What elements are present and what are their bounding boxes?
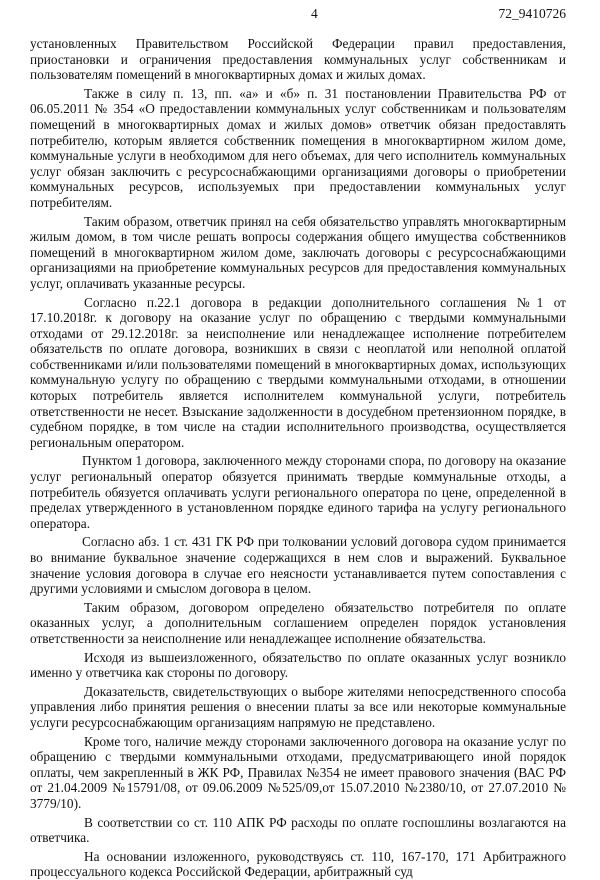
paragraph: Пунктом 1 договора, заключенного между сторонами спора, по договору на оказание услуг региональный оператор обязуется принимать твердые коммунальные отходы, а потребитель обязуется оплачивать услуги регионального оператора по цене, определенной в пределах утвержденного в установленном порядке единого тарифа на услугу регионального оператора. [30, 453, 566, 531]
paragraph: Также в силу п. 13, пп. «а» и «б» п. 31 постановлении Правительства РФ от 06.05.2011 № 354 «О предоставлении коммунальных услуг собственникам и пользователям помещений в многоквартирных домах и жилых домов» ответчик обязан предоставлять потребителю, которым является собственник помещения в многоквартирном жилом доме, коммунальные услуги в необходимом для него объемах, для чего исполнитель коммунальных услуг обязан заключить с ресурсоснабжающими организациями договоры о приобретении коммунальных ресурсов, используемых при предоставлении коммунальных услуг потребителям. [30, 85, 566, 210]
paragraph: В соответствии со ст. 110 АПК РФ расходы по оплате госпошлины возлагаются на ответчика. [30, 814, 566, 846]
paragraph: На основании изложенного, руководствуясь ст. 110, 167-170, 171 Арбитражного процессуального кодекса Российской Федерации, арбитражный суд [30, 848, 566, 880]
page-header [30, 0, 566, 36]
document-id: 72_9410726 [498, 6, 566, 21]
paragraph: установленных Правительством Российской Федерации правил предоставления, приостановки и ограничения предоставления коммунальных услуг собственникам и пользователям помещений в многоквартирных домах и жилых домах. [30, 36, 566, 83]
paragraph: Доказательств, свидетельствующих о выборе жителями непосредственного способа управления либо принятия решения о внесении платы за все или некоторые коммунальные услуги ресурсоснабжающим организациям напрямую не представлено. [30, 683, 566, 730]
paragraph: Кроме того, наличие между сторонами заключенного договора на оказание услуг по обращению с твердыми коммунальными отходами, предусматривающего иной порядок оплаты, чем закрепленный в ЖК РФ, Правилах №354 не имеет правового значения (ВАС РФ от 21.04.2009 №15791/08, от 09.06.2009 №525/09,от 15.07.2010 №2380/10, от 27.07.2010 № 3779/10). [30, 733, 566, 811]
paragraph: Исходя из вышеизложенного, обязательство по оплате оказанных услуг возникло именно у ответчика как стороны по договору. [30, 649, 566, 681]
paragraph: Таким образом, ответчик принял на себя обязательство управлять многоквартирным жилым домом, в том числе решать вопросы содержания общего имущества собственников помещений в многоквартирном жилом доме, заключать договоры с ресурсоснабжающими организациями на приобретение коммунальных ресурсов для предоставления коммунальных услуг, оплачивать указанные ресурсы. [30, 213, 566, 291]
paragraph: Таким образом, договором определено обязательство потребителя по оплате оказанных услуг, а дополнительным соглашением определен порядок установления ответственности за неисполнение или ненадлежащее исполнение обязательства. [30, 599, 566, 646]
document-body [30, 36, 566, 880]
paragraph: Согласно п.22.1 договора в редакции дополнительного соглашения №1 от 17.10.2018г. к договору на оказание услуг по обращению с твердыми коммунальными отходами от 29.12.2018г. за неисполнение или ненадлежащее исполнение потребителем обязательств по оплате договора, возникших в связи с неоплатой или неполной оплатой собственниками и/или пользователями помещений в многоквартирных домах, использующих коммунальную услугу по обращению с твердыми коммунальными отходами, в отношении которых потребитель является исполнителем коммунальной услуги, потребитель ответственности не несет. Взыскание задолженности в досудебном претензионном порядке, в судебном порядке, в том числе на стадии исполнительного производства, осуществляется региональным оператором. [30, 294, 566, 450]
paragraph: Согласно абз. 1 ст. 431 ГК РФ при толковании условий договора судом принимается во внимание буквальное значение содержащихся в нем слов и выражений. Буквальное значение условия договора в случае его неясности устанавливается путем сопоставления с другими условиями и смыслом договора в целом. [30, 534, 566, 597]
page-number: 4 [311, 6, 318, 21]
